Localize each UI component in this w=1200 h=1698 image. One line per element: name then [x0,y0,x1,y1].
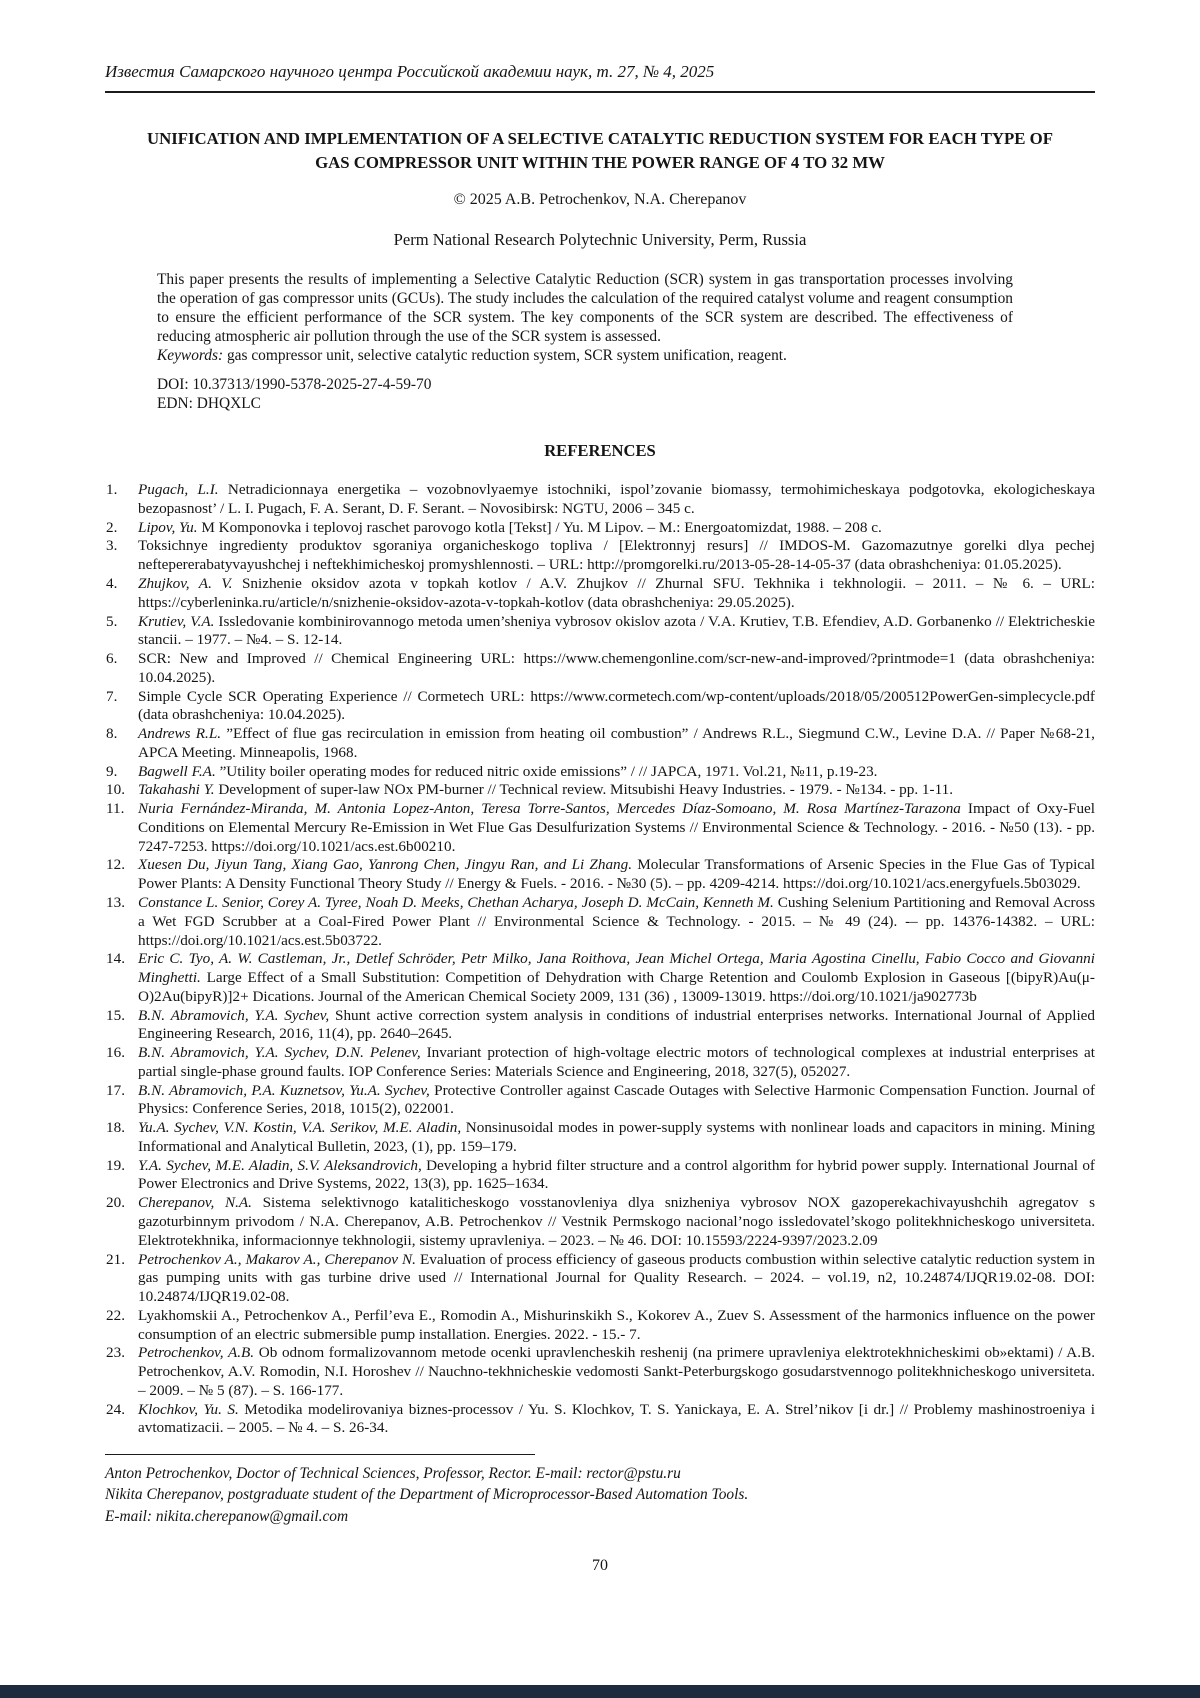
keywords-text: gas compressor unit, selective catalytic reduction system, SCR system unification, reagent. [223,346,787,364]
reference-item [105,950,1095,1006]
reference-item [105,1251,1095,1307]
reference-authors: Constance L. Senior, Corey A. Tyree, Noah D. Meeks, Chethan Acharya, Joseph D. McCain, Kenneth M. [138,894,774,911]
reference-authors: B.N. Abramovich, Y.A. Sychev, D.N. Pelenev, [138,1044,421,1062]
reference-body [138,1082,1095,1118]
reference-authors: Krutiev, V.A. [138,612,215,630]
reference-body [138,763,877,780]
reference-authors: Eric C. Tyo, A. W. Castleman, Jr., Detlef Schröder, Petr Milko, Jana Roithova, Jean Michel Ortega, Maria Agostina Cinellu, Fabio Cocco and Giovanni Minghetti. [138,950,1095,987]
reference-text: Nonsinusoidal modes in power-supply systems with nonlinear loads and capacitors in mining. Mining Informational and Analytical Bulletin, 2023, (1), pp. 159–179. [138,1119,1096,1155]
reference-number: 20. [106,1194,125,1212]
reference-body [138,1251,1095,1306]
reference-text: M Komponovka i teplovoj raschet parovogo kotla [Tekst] / Yu. M Lipov. – M.: Energoatomizdat, 1988. – 208 c. [197,518,882,536]
reference-number: 4. [106,574,118,592]
reference-item [105,1007,1095,1045]
reference-authors: Zhujkov, A. V. [138,574,233,592]
reference-text: Impact of Oxy-Fuel Conditions on Elemental Mercury Re-Emission in Wet Flue Gas Desulfurization Systems // Environmental Science & Technology. - 2016. - №50 (13). - pp. 7247-7253. https://doi.org/10.1021/acs.est.6b00210. [138,800,1096,855]
page-number: 70 [592,1556,608,1574]
reference-authors: Lipov, Yu. [138,518,198,536]
reference-number: 9. [106,762,118,780]
reference-item [105,688,1095,726]
reference-text: Cushing Selenium Partitioning and Removal Across a Wet FGD Scrubber at a Coal-Fired Power Plant // Environmental Science & Technology. - 2015. – № 49 (24). -– pp. 14376-14382. – URL: https://doi.org/10.1021/acs.est.5b03722. [138,894,1095,949]
reference-number: 15. [106,1006,125,1024]
reference-body [138,1044,1095,1080]
reference-text: Shunt active correction system analysis in conditions of industrial enterprises networks. International Journal of Applied Engineering Research, 2016, 11(4), pp. 2640–2645. [138,1006,1096,1043]
edn-line: EDN: DHQXLC [157,395,261,413]
reference-number: 2. [106,518,118,536]
reference-body [138,1157,1095,1193]
reference-item [105,1307,1095,1345]
reference-number: 23. [106,1344,125,1362]
reference-number: 19. [106,1156,125,1174]
copyright-line: © 2025 A.B. Petrochenkov, N.A. Cherepanov [453,191,747,209]
reference-authors: Andrews R.L. [138,725,222,743]
reference-body [138,481,1095,517]
reference-body [138,950,1095,1005]
reference-text: Lyakhomskii A., Petrochenkov A., Perfil’eva E., Romodin A., Mishurinskikh S., Kokorev A., Zuev S. Assessment of the harmonics influence on the power consumption of an electric submersible pump installation. Energies. 2022. - 15.- 7. [138,1306,1095,1343]
reference-body [138,856,1095,892]
reference-authors: Takahashi Y. [138,781,215,799]
reference-authors: Xuesen Du, Jiyun Tang, Xiang Gao, Yanrong Chen, Jingyu Ran, and Li Zhang. [138,856,633,874]
reference-number: 5. [106,612,118,630]
reference-number: 11. [106,800,125,818]
reference-body [138,1194,1095,1249]
reference-body [138,688,1095,724]
reference-body [138,894,1095,949]
reference-item [105,725,1095,763]
reference-body [138,537,1095,573]
reference-text: Large Effect of a Small Substitution: Competition of Dehydration with Charge Retention and Coulomb Explosion in Gaseous [(bipyR)Au(μ-O)2Au(bipyR)]2+ Dications. Journal of the American Chemical Society 2009, 131 (36) , 13009-13019. https://doi.org/10.1021/ja902773b [138,969,1095,1005]
reference-authors: B.N. Abramovich, P.A. Kuznetsov, Yu.A. Sychev, [138,1081,430,1099]
reference-item [105,575,1095,613]
bottom-bar [0,1685,1200,1698]
reference-text: ”Effect of flue gas recirculation in emission from heating oil combustion” / Andrews R.L., Siegmund C.W., Levine D.A. // Paper №68-21, APCA Meeting. Minneapolis, 1968. [138,725,1095,761]
reference-number: 12. [106,856,125,874]
reference-number: 18. [106,1119,125,1137]
abstract-text: This paper presents the results of implementing a Selective Catalytic Reduction (SCR) system in gas transportation processes involving the operation of gas compressor units (GCUs). The study includes the calculation of the required catalyst volume and reagent consumption to ensure the efficient performance of the SCR system. The key components of the SCR system are described. The effectiveness of reducing atmospheric air pollution through the use of the SCR system is assessed. [157,271,1013,345]
reference-text: Invariant protection of high-voltage electric motors of technological complexes at industrial enterprises at partial single-phase ground faults. IOP Conference Series: Materials Science and Engineering, 2018, 327(5), 052027. [138,1044,1096,1080]
references-list [105,481,1095,1438]
reference-item [105,537,1095,575]
reference-item [105,800,1095,856]
reference-number: 14. [106,950,125,968]
reference-item [105,519,1095,538]
reference-number: 8. [106,725,118,743]
reference-text: Netradicionnaya energetika – vozobnovlyaemye istochniki, ispol’zovanie biomassy, termohimicheskaya podgotovka, ekologicheskaya bezopasnost’ / L. I. Pugach, F. A. Serant, D. F. Serant. – Novosibirsk: NGTU, 2006 – 345 c. [138,481,1095,517]
reference-body [138,613,1095,649]
reference-number: 17. [106,1081,125,1099]
reference-item [105,481,1095,519]
reference-body [138,1007,1095,1043]
reference-authors: Nuria Fernández-Miranda, M. Antonia Lopez-Anton, Teresa Torre-Santos, Mercedes Díaz-Somoano, M. Rosa Martínez-Tarazona [138,800,961,818]
reference-item [105,781,1095,800]
reference-item [105,763,1095,782]
reference-item [105,1082,1095,1120]
doi-line: DOI: 10.37313/1990-5378-2025-27-4-59-70 [157,375,432,393]
reference-body [138,725,1095,761]
reference-text: Snizhenie oksidov azota v topkah kotlov / A.V. Zhujkov // Zhurnal SFU. Tekhnika i tekhnologii. – 2011. – № 6. – URL: https://cyberleninka.ru/article/n/snizhenie-oksidov-azota-v-topkah-kotlov (data obrashcheniya: 29.05.2025). [138,574,1095,611]
reference-text: Development of super-law NOx PM-burner // Technical review. Mitsubishi Heavy Industries. - 1979. - №134. - pp. 1-11. [214,781,953,799]
reference-body [138,519,882,536]
reference-authors: Bagwell F.A. [138,762,216,780]
footnote-rule [105,1454,535,1455]
reference-number: 10. [106,781,125,799]
reference-body [138,1307,1095,1343]
reference-body [138,800,1095,855]
reference-body [138,575,1095,611]
reference-item [105,1119,1095,1157]
reference-authors: Pugach, L.I. [138,481,219,499]
reference-text: Toksichnye ingredienty produktov sgoraniya organicheskogo topliva / [Elektronnyj resurs] // IMDOS-M. Gazomazutnye gorelki dlya pechej neftepererabatyvayushchej i neftekhimicheskoj promyshlennosti. – URL: http://promgorelki.ru/2013-05-28-14-05-37 (data obrashcheniya: 01.05.2025). [138,537,1095,574]
reference-number: 1. [106,481,118,499]
reference-item [105,1344,1095,1400]
keywords-line [157,347,1013,366]
reference-authors: Yu.A. Sychev, V.N. Kostin, V.A. Serikov, M.E. Aladin, [138,1119,462,1137]
reference-text: Protective Controller against Cascade Outages with Selective Harmonic Compensation Function. Journal of Physics: Conference Series, 2018, 1015(2), 022001. [138,1081,1095,1118]
affiliation: Perm National Research Polytechnic University, Perm, Russia [393,230,807,250]
reference-text: Sistema selektivnogo kataliticheskogo vosstanovleniya dlya snizheniya vybrosov NOX gazoperekachivayushchih agregatov s gazoturbinnym privodom / N.A. Cherepanov, A.B. Petrochenkov // Vestnik Permskogo nacional’nogo issledovatel’skogo politekhnicheskogo universiteta. Elektrotekhnika, informacionnye tekhnologii, sistemy upravleniya. – 2023. – № 46. DOI: 10.15593/2224-9397/2023.2.09 [138,1194,1095,1249]
reference-text: Developing a hybrid filter structure and a control algorithm for hybrid power supply. International Journal of Power Electronics and Drive Systems, 2022, 13(3), pp. 1625–1634. [138,1156,1095,1193]
reference-item [105,1044,1095,1082]
journal-header: Известия Самарского научного центра Российской академии наук, т. 27, № 4, 2025 [105,62,715,81]
reference-authors: Petrochenkov A., Makarov A., Cherepanov N. [138,1250,416,1268]
reference-text: Metodika modelirovaniya biznes-processov / Yu. S. Klochkov, T. S. Yanickaya, E. A. Strel’nikov [i dr.] // Problemy mashinostroeniya i avtomatizacii. – 2005. – № 4. – S. 26-34. [138,1400,1095,1437]
keywords-label: Keywords: [157,346,224,364]
reference-authors: Klochkov, Yu. S. [138,1400,239,1418]
reference-body [138,650,1095,686]
reference-text: SCR: New and Improved // Chemical Engineering URL: https://www.chemengonline.com/scr-new-and-improved/?printmode=1 (data obrashcheniya: 10.04.2025). [138,650,1095,686]
reference-body [138,781,953,798]
reference-number: 13. [106,894,125,911]
reference-text: Molecular Transformations of Arsenic Species in the Flue Gas of Typical Power Plants: A Density Functional Theory Study // Energy & Fuels. - 2016. - №30 (5). – pp. 4209-4214. https://doi.org/10.1021/acs.energyfuels.5b03029. [138,856,1095,893]
reference-item [105,650,1095,688]
reference-item [105,894,1095,950]
reference-item [105,1194,1095,1250]
reference-text: ”Utility boiler operating modes for reduced nitric oxide emissions” / // JAPCA, 1971. Vol.21, №11, p.19-23. [215,762,878,780]
reference-number: 21. [106,1250,125,1268]
reference-text: Simple Cycle SCR Operating Experience // Cormetech URL: https://www.cormetech.com/wp-content/uploads/2018/05/200512PowerGen-simplecycle.pdf (data obrashcheniya: 10.04.2025). [138,687,1095,724]
reference-number: 16. [106,1044,125,1062]
reference-authors: Petrochenkov, A.B. [138,1344,255,1362]
reference-authors: Y.A. Sychev, M.E. Aladin, S.V. Aleksandrovich, [138,1156,422,1174]
reference-item [105,1157,1095,1195]
reference-body [138,1401,1095,1437]
reference-number: 7. [106,687,118,705]
author-note-1: Anton Petrochenkov, Doctor of Technical Sciences, Professor, Rector. E-mail: rector@pstu.ru [105,1465,681,1483]
reference-item [105,1401,1095,1439]
reference-number: 3. [106,537,118,555]
reference-body [138,1119,1095,1155]
article-title: UNIFICATION AND IMPLEMENTATION OF A SELECTIVE CATALYTIC REDUCTION SYSTEM FOR EACH TYPE OF GAS COMPRESSOR UNIT WITHIN THE POWER RANGE OF 4 TO 32 MW [146,129,1053,172]
reference-text: Ob odnom formalizovannom metode ocenki upravlencheskih reshenij (na primere upravleniya elektrotekhnicheskimi ob»ektami) / A.B. Petrochenkov, A.V. Romodin, N.I. Horoshev // Nauchno-tekhnicheskie vedomosti Sankt-Peterburgskogo gosudarstvennogo politekhnicheskogo universiteta. – 2009. – № 5 (87). – S. 166-177. [138,1344,1095,1399]
reference-number: 6. [106,650,118,668]
references-heading: REFERENCES [544,441,656,461]
author-note-3: E-mail: nikita.cherepanow@gmail.com [105,1507,349,1525]
reference-text: Issledovanie kombinirovannogo metoda umen’sheniya vybrosov okislov azota / V.A. Krutiev, T.B. Efendiev, A.D. Gorbanenko // Elektricheskie stancii. – 1977. – №4. – S. 12-14. [138,612,1095,649]
author-note-2: Nikita Cherepanov, postgraduate student of the Department of Microprocessor-Based Automation Tools. [105,1486,749,1504]
reference-number: 24. [106,1400,125,1418]
reference-item [105,856,1095,894]
reference-text: Evaluation of process efficiency of gaseous products combustion within selective catalytic reduction system in gas pumping units with gas turbine drive used // International Journal for Quality Research. – 2024. – vol.19, n2, 10.24874/IJQR19.02-08. DOI: 10.24874/IJQR19.02-08. [138,1250,1095,1306]
reference-number: 22. [106,1306,125,1324]
reference-authors: Cherepanov, N.A. [138,1194,252,1212]
reference-body [138,1344,1095,1399]
reference-item [105,613,1095,651]
reference-authors: B.N. Abramovich, Y.A. Sychev, [138,1006,330,1024]
header-rule [105,91,1095,93]
